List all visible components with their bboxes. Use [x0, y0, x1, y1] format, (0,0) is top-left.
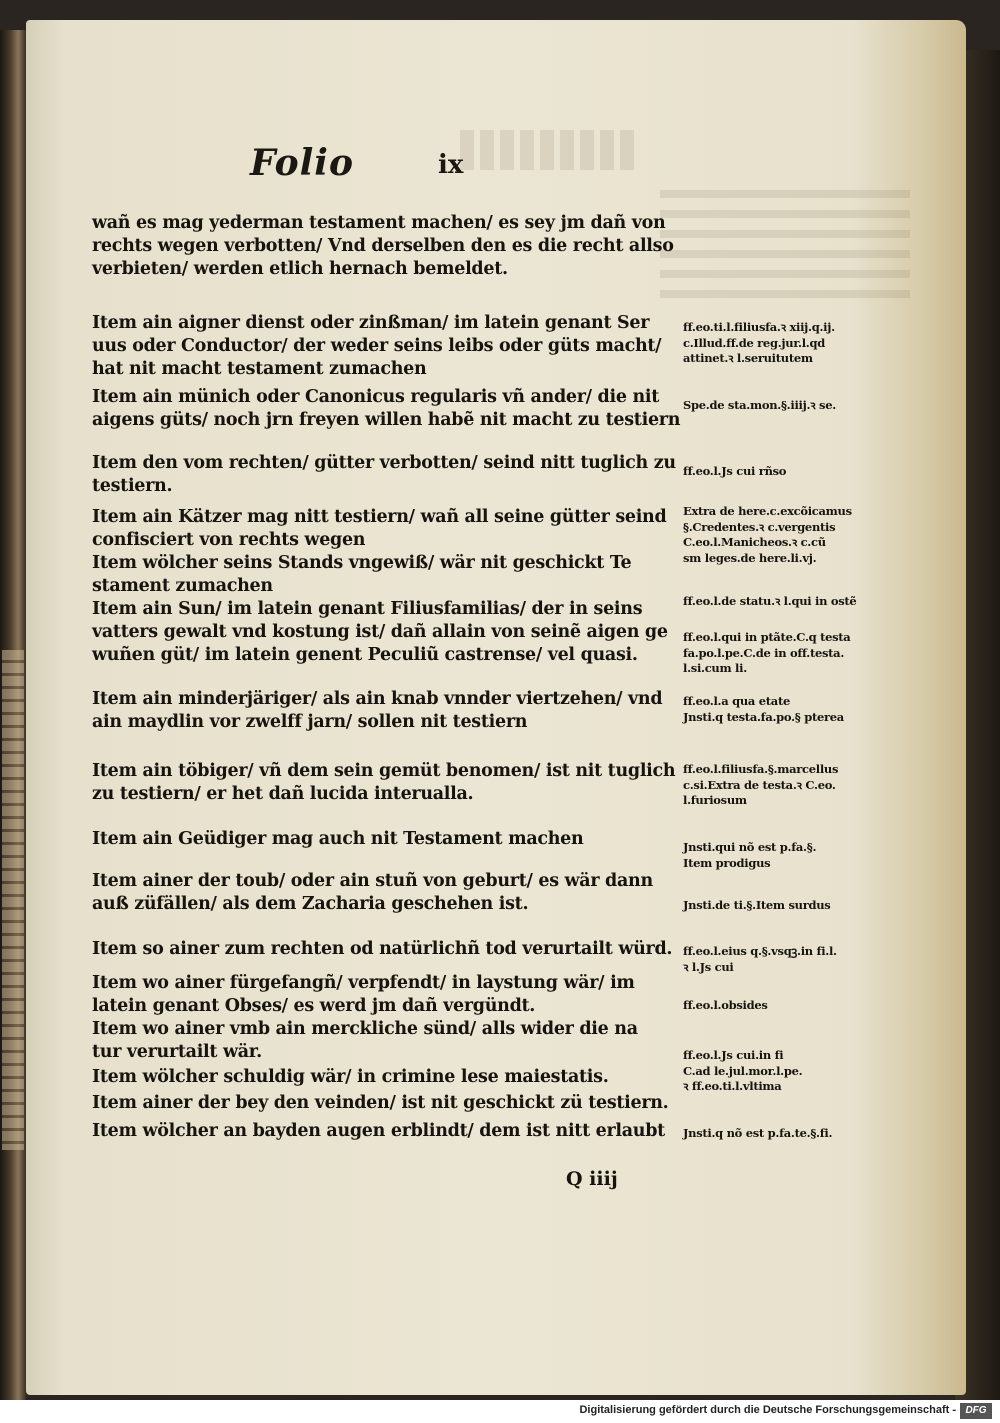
text-line: Item ain töbiger/ vñ dem sein gemüt benomen/ ist nit tuglich [92, 761, 676, 781]
page-header [0, 142, 1000, 202]
digitization-footer [0, 1400, 1000, 1423]
note-line: ff.eo.l.Js cui rñso [683, 464, 787, 478]
text-line: vatters gewalt vnd kostung ist/ dañ allain von seinẽ aigen ge [92, 622, 668, 642]
note-line: Extra de here.c.excõicamus [683, 504, 852, 518]
note-line: Item prodigus [683, 855, 771, 870]
dfg-logo: DFG [960, 1403, 992, 1419]
paragraph [92, 552, 667, 598]
text-line: verbieten/ werden etlich hernach bemeldet. [92, 259, 508, 279]
folio-label: Folio [250, 142, 354, 184]
marginal-note [683, 398, 883, 414]
note-line: C.eo.l.Manicheos.ꝛ c.cũ [683, 535, 826, 549]
note-line: ff.eo.l.obsides [683, 998, 768, 1012]
note-line: c.Illud.ff.de reg.jur.l.qd [683, 335, 825, 350]
text-line: Item wölcher seins Stands vngewiß/ wär nit geschickt Te [92, 553, 632, 573]
marginal-note [683, 594, 883, 610]
note-line: ff.eo.l.de statu.ꝛ l.qui in ostẽ [683, 594, 857, 608]
text-line: wuñen güt/ im latein genent Peculiũ castrense/ vel quasi. [92, 645, 638, 665]
paragraph [92, 386, 681, 432]
paragraph [92, 828, 667, 851]
funding-notice: Digitalisierung gefördert durch die Deutsche Forschungsgemeinschaft - [579, 1404, 956, 1416]
note-line: ff.eo.l.filiusfa.§.marcellus [683, 762, 839, 776]
marginal-note [683, 630, 883, 677]
text-line: hat nit macht testament zumachen [92, 359, 427, 379]
text-line: Item ain aigner dienst oder zinßman/ im latein genant Ser [92, 313, 650, 333]
paragraph [92, 312, 667, 381]
text-line: Item wölcher an bayden augen erblindt/ dem ist nitt erlaubt [92, 1121, 665, 1141]
show-through-text [660, 190, 910, 310]
text-line: auß züfällen/ als dem Zacharia geschehen ist. [92, 894, 529, 914]
text-line: Item ain Geüdiger mag auch nit Testament machen [92, 829, 584, 849]
text-line: latein genant Obses/ es werd jm dañ vergündt. [92, 996, 536, 1016]
paragraph [92, 1092, 667, 1115]
paragraph [92, 598, 667, 667]
note-line: Jnsti.q testa.fa.po.§ pterea [683, 709, 844, 724]
text-line: Item ainer der toub/ oder ain stuñ von geburt/ es wär dann [92, 871, 653, 891]
text-line: confisciert von rechts wegen [92, 530, 366, 550]
paragraph [92, 452, 676, 498]
signature-mark: Q iiij [566, 1168, 618, 1190]
left-page-edge [0, 30, 26, 1400]
text-line: tur verurtailt wär. [92, 1042, 262, 1062]
text-line: rechts wegen verbotten/ Vnd derselben den es die recht allso [92, 236, 674, 256]
note-line: Jnsti.qui nõ est p.fa.§. [683, 840, 817, 854]
note-line: §.Credentes.ꝛ c.vergentis [683, 519, 836, 534]
paragraph [92, 1120, 667, 1143]
note-line: l.si.cum li. [683, 661, 747, 675]
folio-number: ix [438, 150, 464, 180]
note-line: c.si.Extra de testa.ꝛ C.eo. [683, 777, 836, 792]
marginal-note [683, 944, 883, 975]
note-line: ff.eo.ti.l.filiusfa.ꝛ xiij.q.ij. [683, 320, 835, 334]
marginal-note [683, 1048, 883, 1095]
paragraph [92, 212, 674, 281]
text-line: Item wo ainer fürgefangñ/ verpfendt/ in laystung wär/ im [92, 973, 635, 993]
note-line: ꝛ ff.eo.ti.l.vltima [683, 1079, 782, 1093]
text-line: aigens güts/ noch jrn freyen willen habẽ nit macht zu testiern [92, 410, 681, 430]
note-line: ff.eo.l.a qua etate [683, 694, 790, 708]
text-line: Item den vom rechten/ gütter verbotten/ seind nitt tuglich zu [92, 453, 676, 473]
note-line: fa.po.l.pe.C.de in off.testa. [683, 645, 845, 660]
note-line: Jnsti.q nõ est p.fa.te.§.fi. [683, 1126, 833, 1140]
text-line: wañ es mag yederman testament machen/ es sey jm dañ von [92, 213, 666, 233]
text-line: Item ain Sun/ im latein genant Filiusfamilias/ der in seins [92, 599, 643, 619]
note-line: C.ad le.jul.mor.l.pe. [683, 1063, 803, 1078]
text-line: Item wölcher schuldig wär/ in crimine lese maiestatis. [92, 1067, 609, 1087]
marginal-note [683, 840, 883, 871]
text-line: Item ain minderjäriger/ als ain knab vnnder viertzehen/ vnd [92, 689, 663, 709]
text-line: Item ain Kätzer mag nitt testiern/ wañ all seine gütter seind [92, 507, 667, 527]
paragraph [92, 688, 667, 734]
note-line: attinet.ꝛ l.seruitutem [683, 351, 813, 365]
paragraph [92, 760, 676, 806]
marginal-note [683, 504, 883, 566]
left-page-bleed [2, 650, 24, 1150]
note-line: Spe.de sta.mon.§.iiij.ꝛ se. [683, 398, 836, 412]
note-line: ꝛ l.Js cui [683, 959, 734, 974]
paragraph [92, 938, 673, 961]
marginal-note [683, 898, 883, 914]
marginal-note [683, 464, 883, 480]
text-line: stament zumachen [92, 576, 273, 596]
text-line: zu testiern/ er het dañ lucida interualla. [92, 784, 474, 804]
paragraph [92, 506, 667, 552]
marginal-note [683, 694, 883, 725]
note-line: ff.eo.l.eius q.§.vsqꝫ.in fi.l. [683, 944, 837, 958]
note-line: ff.eo.l.qui in ptãte.C.q testa [683, 630, 851, 644]
text-line: testiern. [92, 476, 173, 496]
text-line: Item ainer der bey den veinden/ ist nit geschickt zü testiern. [92, 1093, 669, 1113]
text-line: ain maydlin vor zwelff jarn/ sollen nit testiern [92, 712, 528, 732]
paragraph [92, 1018, 667, 1064]
marginal-note [683, 1126, 883, 1142]
note-line: l.furiosum [683, 793, 747, 807]
note-line: Jnsti.de ti.§.Item surdus [683, 898, 831, 912]
marginal-note [683, 320, 883, 367]
text-line: Item ain münich oder Canonicus regularis vñ ander/ die nit [92, 387, 660, 407]
paragraph [92, 1066, 667, 1089]
marginal-note [683, 762, 883, 809]
paragraph [92, 972, 667, 1018]
text-line: uus oder Conductor/ der weder seins leibs oder güts macht/ [92, 336, 662, 356]
paragraph [92, 870, 667, 916]
text-line: Item so ainer zum rechten od natürlichñ tod verurtailt würd. [92, 939, 673, 959]
note-line: sm leges.de here.li.vj. [683, 550, 817, 565]
note-line: ff.eo.l.Js cui.in fi [683, 1048, 784, 1062]
marginal-note [683, 998, 883, 1014]
text-line: Item wo ainer vmb ain merckliche sünd/ alls wider die na [92, 1019, 638, 1039]
